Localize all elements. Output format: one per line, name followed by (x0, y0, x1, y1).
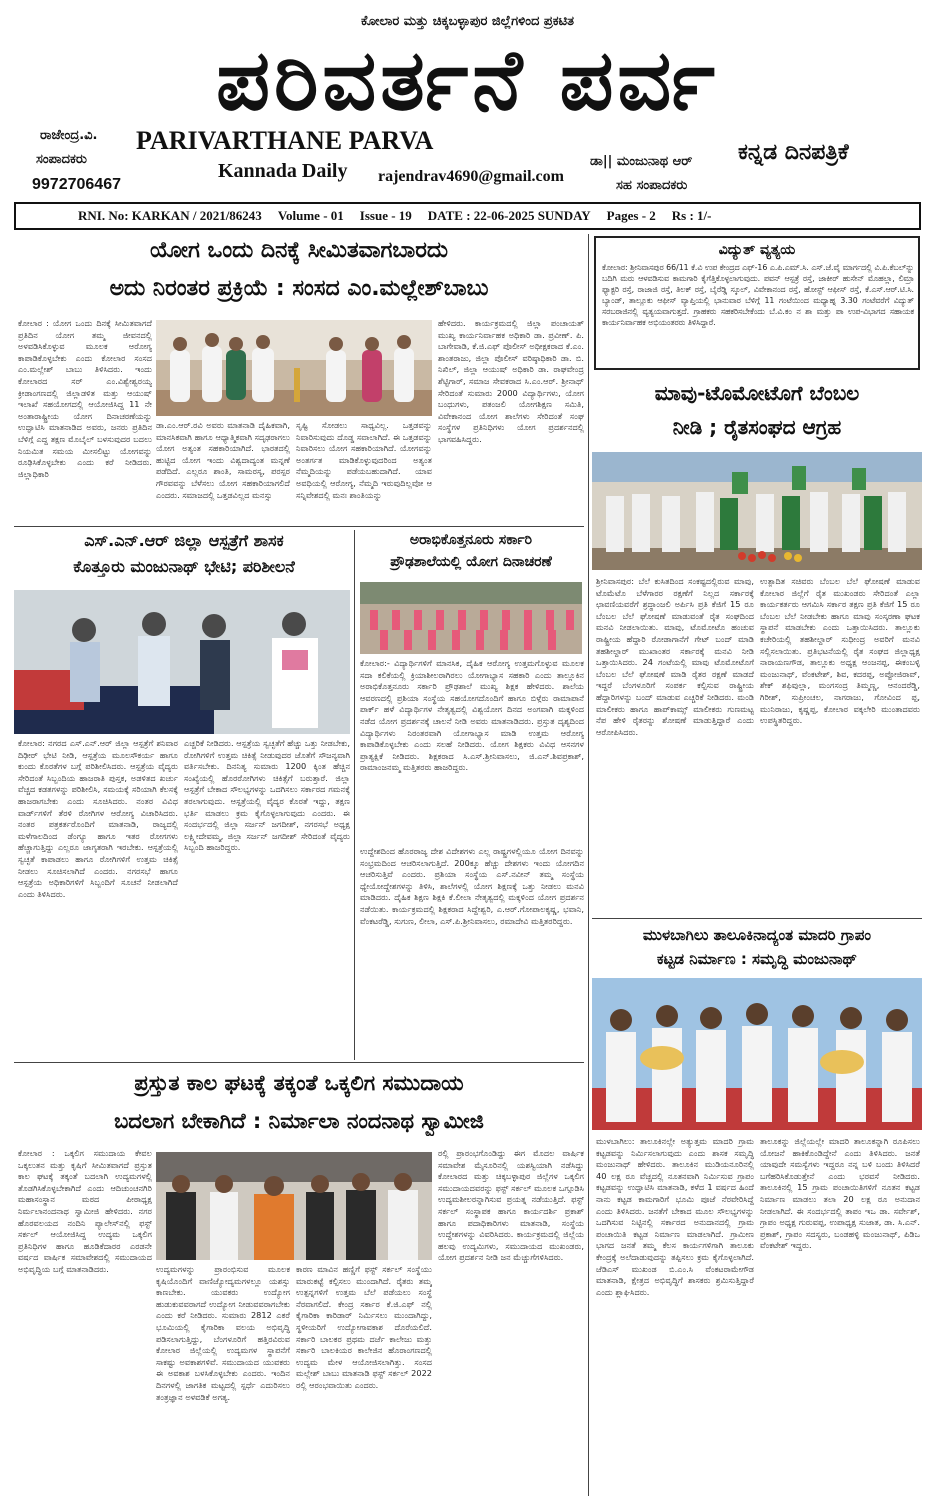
article-school-col-2: ಉದ್ದೇಶದಿಂದ ಹೊರರಾಜ್ಯ ದೇಶ ವಿದೇಶಗಳು ಎಲ್ಲ ರಾಷ್ಟ್ರಗಳಲ್ಲಿಯೂ ಯೋಗ ದಿನವನ್ನು ಸಂಭ್ರಮದಿಂದ ಆಚರಿಸಲಾಗುತ್ತಿದೆ. 200ಕ್ಕೂ ಹೆಚ್ಚು ದೇಶಗಳು ಇಂದು ಯೋಗದಿನ ಆಚರಿಸುತ್ತಿವೆ ಎಂದರು. ಪ್ರಶಿಯಾ ಸಂಸ್ಥೆಯ ಎಸ್.ನವೀನ್ ತಮ್ಮ ಸಂಸ್ಥೆಯ ಧ್ಯೇಯೋದ್ದೇಶಗಳನ್ನು ತಿಳಿಸಿ, ಶಾಲೆಗಳಲ್ಲಿ ಯೋಗ ಶಿಕ್ಷಣಕ್ಕೆ ಒತ್ತು ನೀಡಲು ಮನವಿ ಮಾಡಿದರು. ದೈಹಿಕ ಶಿಕ್ಷಣ ಶಿಕ್ಷಕಿ ಕೆ.ಲೀಲಾ ನೇತೃತ್ವದಲ್ಲಿ ಮಕ್ಕಳಿಂದ ಯೋಗ ಪ್ರದರ್ಶನ ನಡೆಯಿತು. ಕಾರ್ಯಕ್ರಮದಲ್ಲಿ ಶಿಕ್ಷಕರಾದ ಸಿದ್ದೇಶ್ವರಿ, ಎ.ಆರ್.ಗೋಪಾಲಕೃಷ್ಣ, ಭವಾನಿ, ವೆಂಕಟರೆಡ್ಡಿ, ಸುಗುಣ, ಲೀಲಾ, ಎಸ್.ಪಿ.ಶ್ರೀನಿವಾಸಲು, ರಮಾದೇವಿ ಮತ್ತಿತರರಿದ್ದರು. (360, 846, 584, 926)
headline-hospital-2: ಕೊತ್ತೂರು ಮಂಜುನಾಥ್ ಭೇಟಿ; ಪರಿಶೀಲನೆ (73, 557, 295, 576)
issue-date: DATE : 22-06-2025 SUNDAY (427, 208, 591, 223)
editor-role: ಸಂಪಾದಕರು (36, 152, 87, 167)
article-vokkaliga-col-4: ರಲ್ಲಿ ಪ್ರಾರಂಭಗೊಂಡಿದ್ದು ಈಗ ಮೊದಲ ವಾರ್ಷಿಕ ಸಮಾವೇಶ ಮೈಸೂರಿನಲ್ಲಿ ಯಶಸ್ವಿಯಾಗಿ ನಡೆಸಿದ್ದು ಕೋಲಾರದ ಮತ್ತು ಚಿಕ್ಕಬಳ್ಳಾಪುರ ಜಿಲ್ಲೆಗಳ ಒಕ್ಕಲಿಗ ಸಮುದಾಯದವರನ್ನು ಫಸ್ಟ್ ಸರ್ಕಲ್ ಮೂಲಕ ಒಗ್ಗೂಡಿಸಿ ಉದ್ಯಮಶೀಲರನ್ನಾಗಿಸುವ ಪ್ರಯತ್ನ ನಡೆಯುತ್ತಿದೆ. ಫಸ್ಟ್ ಸರ್ಕಲ್ ಸಂಸ್ಥಾಪಕ ಹಾಗೂ ಕಾರ್ಯದರ್ಶಿ ಪ್ರಕಾಶ್ ಹಾಗೂ ಪದಾಧಿಕಾರಿಗಳು ಮಾತನಾಡಿ, ಸಂಸ್ಥೆಯ ಉದ್ದೇಶಗಳನ್ನು ವಿವರಿಸಿದರು. ಕಾರ್ಯಕ್ರಮದಲ್ಲಿ ಜಿಲ್ಲೆಯ ಹಲವು ಉದ್ಯಮಿಗಳು, ಸಮುದಾಯದ ಮುಖಂಡರು, ಯೋಗ ಪ್ರದರ್ಶನ ನೀಡಿ ಜನ ಮೆಚ್ಚುಗೆಗಳಿಸಿದರು. (438, 1148, 584, 1263)
article-library-col-2: ತಾಲೂಕನ್ನು ಜಿಲ್ಲೆಯಲ್ಲೇ ಮಾದರಿ ತಾಲೂಕನ್ನಾಗಿ ರೂಪಿಸಲು ಯೋಜನೆ ಹಾಕಿಕೊಂಡಿದ್ದೇನೆ ಎಂದು ತಿಳಿಸಿದರು. ಜನತೆ ಯಾವುದೇ ಸಮಸ್ಯೆಗಳು ಇದ್ದರೂ ನನ್ನ ಬಳಿ ಬಂದು ತಿಳಿಸಿದರೆ ಬಗೆಹರಿಸಿಕೊಡುತ್ತೇನೆ ಎಂದು ಭರವಸೆ ನೀಡಿದರು. ತಾಲೂಕಿನಲ್ಲಿ 15 ಗ್ರಾಮ ಪಂಚಾಯಿತಿಗಳಿಗೆ ನೂತನ ಕಟ್ಟಡ ನಿರ್ಮಾಣ ಮಾಡಲು ತಲಾ 20 ಲಕ್ಷ ರೂ ಅನುದಾನ ನೀಡಲಾಗಿದೆ. ಈ ಸಂದರ್ಭದಲ್ಲಿ ತಾಪಂ ಇಒ ಡಾ. ಸರ್ವೇಶ್, ಗ್ರಾಪಂ ಅಧ್ಯಕ್ಷ ಗುರುವಪ್ಪ, ಉಪಾಧ್ಯಕ್ಷ ಸುಜಾತ, ಡಾ. ಸಿ.ಎನ್. ಪ್ರಕಾಶ್, ಗ್ರಾಪಂ ಸದಸ್ಯರು, ಬಂಡಹಳ್ಳಿ ಮಂಜುನಾಥ್, ಪಿಡಿಒ ವೆಂಕಟೇಶ್ ಇದ್ದರು. (760, 1136, 920, 1251)
article-mango-col-2: ಉತ್ಪಾದಿತ ಸಚಿವರು ಬೆಂಬಲ ಬೆಲೆ ಘೋಷಣೆ ಮಾಡುವ ಕೋಲಾರ ಜಿಲ್ಲೆಗೆ ರೈತ ಮುಖಂಡರು ಸೇರಿದಂತೆ ಎಲ್ಲಾ ಕಾರ್ಯಕರ್ತರು ಆಗಮಿಸಿ ಸರ್ಕಾರ ತಕ್ಷಣ ಪ್ರತಿ ಕೆಜಿಗೆ 15 ರೂ ಬೆಂಬಲ ಬೆಲೆ ನೀಡಬೇಕು ಹಾಗೂ ಮಾವು ಸಂಸ್ಕರಣಾ ಘಟಕ ಸ್ಥಾಪನೆ ಮಾಡಬೇಕು ಎಂದು ಒತ್ತಾಯಿಸಿದರು. ತಾಲ್ಲೂಕು ಕಚೇರಿಯಲ್ಲಿ ತಹಶೀಲ್ದಾರ್ ಸುಧೀಂದ್ರ ಅವರಿಗೆ ಮನವಿ ಸಲ್ಲಿಸಲಾಯಿತು. ಪ್ರತಿಭಟನೆಯಲ್ಲಿ ರೈತ ಸಂಘದ ಜಿಲ್ಲಾಧ್ಯಕ್ಷ ನಾರಾಯಣಗೌಡ, ತಾಲ್ಲೂಕು ಅಧ್ಯಕ್ಷ ಆಂಜನಪ್ಪ, ಈಕಂಬಳ್ಳಿ ಮಂಜುನಾಥ್, ವೆಂಕಟೇಶ್, ಶಿವ, ಕದರಪ್ಪ, ಅಪ್ಪೋಜಿರಾವ್, ಶೇಕ್ ಶಫಿವುಲ್ಲಾ, ಮಂಗಸಂದ್ರ ತಿಮ್ಮಣ್ಣ, ಆನಂದರೆಡ್ಡಿ, ಗಿರೀಶ್, ಸುಪ್ರೀಂಚಲ, ನಾಗರಾಜು, ಗೋವಿಂದ ಪ್ಪ, ಮುನಿರಾಜು, ಕೃಷ್ಣಪ್ಪ, ಕೋಲಾರ ವಕ್ಕಲೇರಿ ಮುಂತಾದವರು ಉಪಸ್ಥಿತರಿದ್ದರು. (760, 576, 920, 726)
article-yoga-col-4: ಹೇಳಿದರು. ಕಾರ್ಯಕ್ರಮದಲ್ಲಿ ಜಿಲ್ಲಾ ಪಂಚಾಯತ್ ಮುಖ್ಯ ಕಾರ್ಯನಿರ್ವಾಹಕ ಅಧಿಕಾರಿ ಡಾ. ಪ್ರವೀಣ್. ಪಿ. ಬಾಗೇವಾಡಿ, ಕೆ.ಜಿ.ಎಫ್ ಪೊಲೀಸ್ ಅಧೀಕ್ಷಕರಾದ ಕೆ.ಎಂ. ಶಾಂತರಾಜು, ಜಿಲ್ಲಾ ಪೊಲೀಸ್ ವರಿಷ್ಠಾಧಿಕಾರಿ ಡಾ. ಬಿ. ನಿಖಿಲ್, ಜಿಲ್ಲಾ ಆಯುಷ್ ಅಧಿಕಾರಿ ಡಾ. ರಾಘವೇಂದ್ರ ಶೆಟ್ಟಿಗಾರ್, ಸಮಾಜ ಸೇವಕರಾದ ಸಿ.ಎಂ.ಆರ್. ಶ್ರೀನಾಥ್ ಸೇರಿದಂತೆ ಸುಮಾರು 2000 ವಿದ್ಯಾರ್ಥಿಗಳು, ಯೋಗ ಬಂಧುಗಳು, ಪತಂಜಲಿ ಯೋಗಶಿಕ್ಷಣ ಸಮಿತಿ, ವಿವೇಕಾನಂದ ಯೋಗ ಶಾಲೆಗಳು ಸೇರಿದಂತೆ ಸಂಘ ಸಂಸ್ಥೆಗಳ ಪ್ರತಿನಿಧಿಗಳು ಯೋಗ ಪ್ರದರ್ಶನದಲ್ಲಿ ಭಾಗವಹಿಸಿದ್ದರು. (438, 318, 584, 444)
english-title: PARIVARTHANE PARVA (136, 126, 434, 155)
headline-school-2: ಪ್ರೌಢಶಾಲೆಯಲ್ಲಿ ಯೋಗ ದಿನಾಚರಣೆ (390, 554, 552, 570)
rni-number: RNI. No: KARKAN / 2021/86243 (78, 208, 262, 223)
editor-phone: 9972706467 (32, 176, 121, 193)
editor-name: ರಾಜೇಂದ್ರ.ವಿ. (40, 128, 98, 143)
divider (592, 918, 922, 919)
headline-library-1: ಮುಳಬಾಗಿಲು ತಾಲೂಕಿನಾದ್ಯಂತ ಮಾದರಿ ಗ್ರಾಪಂ (642, 926, 872, 944)
divider (14, 526, 584, 527)
headline-vokkaliga-1: ಪ್ರಸ್ತುತ ಕಾಲ ಘಟಕ್ಕೆ ತಕ್ಕಂತೆ ಒಕ್ಕಲಿಗ ಸಮುದಾಯ (134, 1071, 464, 1095)
price: Rs : 1/- (671, 208, 712, 223)
headline-school-1: ಅರಾಭಿಕೊತ್ತನೂರು ಸರ್ಕಾರಿ (409, 532, 533, 548)
photo-farmers-protest (592, 452, 922, 570)
article-library-col-1: ಮುಳಬಾಗಿಲು: ತಾಲೂಕಿನಲ್ಲೇ ಅತ್ಯುತ್ತಮ ಮಾದರಿ ಗ್ರಾಮ ಕಟ್ಟಡವನ್ನು ನಿರ್ಮಿಸಲಾಗುವುದು ಎಂದು ಶಾಸಕ ಸಮೃದ್ಧಿ ಮಂಜುನಾಥ್ ಹೇಳಿದರು. ತಾಲೂಕಿನ ಮುಡಿಯನೂರಿನಲ್ಲಿ 40 ಲಕ್ಷ ರೂ ವೆಚ್ಚದಲ್ಲಿ ನೂತನವಾಗಿ ನಿರ್ಮಿಸುವ ಗ್ರಾಪಂ ಕಟ್ಟಡವನ್ನು ಉದ್ಘಾಟಿಸಿ ಮಾತನಾಡಿ, ಕಳೆದ 1 ವರ್ಷದ ಹಿಂದೆ ನಾನು ಕಟ್ಟಡ ಕಾಮಗಾರಿಗೆ ಭೂಮಿ ಪೂಜೆ ನೆರವೇರಿಸಿದ್ದೆ ಎಂದು ತಿಳಿಸಿದರು. ಜನತೆಗೆ ಬೇಕಾದ ಮೂಲ ಸೌಲಭ್ಯಗಳನ್ನು ಒದಗಿಸುವ ನಿಟ್ಟಿನಲ್ಲಿ ಸರ್ಕಾರದ ಅನುದಾನದಲ್ಲಿ ಗ್ರಾಮ ಪಂಚಾಯಿತಿ ಕಟ್ಟಡ ನಿರ್ಮಾಣ ಮಾಡಲಾಗಿದೆ. ಗ್ರಾಮೀಣ ಭಾಗದ ಜನತೆ ತಮ್ಮ ಕೆಲಸ ಕಾರ್ಯಗಳಿಗಾಗಿ ತಾಲೂಕು ಕೇಂದ್ರಕ್ಕೆ ಅಲೆದಾಡುವುದನ್ನು ತಪ್ಪಿಸಲು ಕ್ರಮ ಕೈಗೊಳ್ಳಲಾಗಿದೆ. ಜೆಡಿಎಸ್ ಮುಖಂಡ ಬಿ.ಎಂ.ಸಿ ವೆಂಕಟರಾಮೇಗೌಡ ಮಾತನಾಡಿ, ಕ್ಷೇತ್ರದ ಅಭಿವೃದ್ಧಿಗೆ ಶಾಸಕರು ಶ್ರಮಿಸುತ್ತಿದ್ದಾರೆ ಎಂದು ಶ್ಲಾಘಿಸಿದರು. (596, 1136, 754, 1297)
photo-school-yoga (360, 582, 582, 654)
article-vokkaliga-col-2: ಉದ್ಯಮಗಳನ್ನು ಪ್ರಾರಂಭಿಸುವ ಮೂಲಕ ಕೃಷಿಯೊಂದಿಗೆ ವಾಣಿಜ್ಯೋದ್ಯಮಗಳಲ್ಲೂ ಯಶಸ್ಸು ಕಾಣಬೇಕು. ಯುವಕರು ಉದ್ಯೋಗ ಹುಡುಕುವವರಾಗದೆ ಉದ್ಯೋಗ ನೀಡುವವರಾಗಬೇಕು ಎಂದು ಕರೆ ನೀಡಿದರು. ಸುಮಾರು 2812 ಎಕರೆ ಭೂಮಿಯಲ್ಲಿ ಕೈಗಾರಿಕಾ ವಲಯ ಅಭಿವೃದ್ಧಿ ಪಡಿಸಲಾಗುತ್ತಿದ್ದು, ಬೆಂಗಳೂರಿಗೆ ಹತ್ತಿರವಿರುವ ಕೋಲಾರ ಜಿಲ್ಲೆಯಲ್ಲಿ ಉದ್ಯಮಗಳ ಸ್ಥಾಪನೆಗೆ ಸಾಕಷ್ಟು ಅವಕಾಶಗಳಿವೆ. ಸಮುದಾಯದ ಯುವಕರು ಈ ಅವಕಾಶ ಬಳಸಿಕೊಳ್ಳಬೇಕು ಎಂದರು. ಇಂದಿನ ದಿನಗಳಲ್ಲಿ ಜಾಗತಿಕ ಮಟ್ಟದಲ್ಲಿ ಸ್ಪರ್ಧೆ ಎದುರಿಸಲು ತಂತ್ರಜ್ಞಾನ ಅಳವಡಿಕೆ ಅಗತ್ಯ. (156, 1264, 290, 1402)
email: rajendrav4690@gmail.com (378, 168, 564, 185)
article-vokkaliga-col-1: ಕೋಲಾರ : ಒಕ್ಕಲಿಗ ಸಮುದಾಯ ಕೇವಲ ಒಕ್ಕಲುತನ ಮತ್ತು ಕೃಷಿಗೆ ಸೀಮಿತವಾಗದೆ ಪ್ರಸ್ತುತ ಕಾಲ ಘಟಕ್ಕೆ ತಕ್ಕಂತೆ ಬದಲಾಗಿ ಉದ್ಯಮಗಳಲ್ಲಿ ತೊಡಗಿಸಿಕೊಳ್ಳಬೇಕಾಗಿದೆ ಎಂದು ಆದಿಚುಂಚನಗಿರಿ ಮಹಾಸಂಸ್ಥಾನ ಮಠದ ಪೀಠಾಧ್ಯಕ್ಷ ನಿರ್ಮಲಾನಂದನಾಥ ಸ್ವಾಮೀಜಿ ಹೇಳಿದರು. ನಗರ ಹೊರವಲಯದ ನಂದಿನಿ ಪ್ಯಾಲೇಸ್‌ನಲ್ಲಿ ಫಸ್ಟ್ ಸರ್ಕಲ್ ಆಯೋಜಿಸಿದ್ದ ಉದ್ಯಮ ಒಕ್ಕಲಿಗ ಪ್ರತಿನಿಧಿಗಳ ಹಾಗೂ ಹೂಡಿಕೆದಾರರ ಎರಡನೇ ವರ್ಷದ ವಾರ್ಷಿಕ ಸಮಾವೇಶದಲ್ಲಿ ಸಮುದಾಯದ ಅಭಿವೃದ್ಧಿಯ ಬಗ್ಗೆ ಮಾತನಾಡಿದರು. (18, 1148, 152, 1274)
english-subtitle: Kannada Daily (218, 160, 348, 182)
power-outage-title: ವಿದ್ಯುತ್ ವ್ಯತ್ಯಯ (718, 242, 796, 258)
article-yoga-col-2: ಡಾ.ಎಂ.ಆರ್.ರವಿ ಅವರು ಮಾತನಾಡಿ ದೈಹಿಕವಾಗಿ, ಮಾನಸಿಕವಾಗಿ ಹಾಗೂ ಆಧ್ಯಾತ್ಮಿಕವಾಗಿ ಸದೃಢರಾಗಲು ಯೋಗ ಅತ್ಯಂತ ಸಹಕಾರಿಯಾಗಿದೆ. ಭಾರತದಲ್ಲಿ ಹುಟ್ಟಿದ ಯೋಗ ಇಂದು ವಿಶ್ವದಾದ್ಯಂತ ಮನ್ನಣೆ ಪಡೆದಿದೆ. ಎಲ್ಲರೂ ಶಾಂತಿ, ಸಾಮರಸ್ಯ, ಪರಸ್ಪರ ಗೌರವವನ್ನು ಬೆಳೆಸಲು ಯೋಗ ಸಹಕಾರಿಯಾಗಲಿದೆ ಎಂದರು. ಸಮಾಜದಲ್ಲಿ ಒತ್ತಡವಿಲ್ಲದ ಮನಸ್ಸು (156, 420, 290, 500)
coeditor-name: ಡಾ|| ಮಂಜುನಾಥ ಆರ್ (590, 154, 693, 169)
headline-mango-1: ಮಾವು-ಟೊಮೋಟೊಗೆ ಬೆಂಬಲ (654, 381, 860, 405)
article-yoga-col-3: ಸೃಷ್ಟಿ ಸೋಡಲು ಸಾಧ್ಯವಿಲ್ಲ. ಒತ್ತಡವನ್ನು ನಿವಾರಿಸುವುದು ದೊಡ್ಡ ಸವಾಲಾಗಿದೆ. ಈ ಒತ್ತಡವನ್ನು ನಿವಾರಿಸಲು ಯೋಗ ಸಹಕಾರಿಯಾಗಿದೆ. ಯೋಗವನ್ನು ಅಂತರ್ಗತ ಮಾಡಿಕೊಳ್ಳುವುದರಿಂದ ಅತ್ಯಂತ ನೆಮ್ಮದಿಯನ್ನು ಪಡೆಯಬಹುದಾಗಿದೆ. ಯಾವ ಅವಧಿಯಲ್ಲಿ ಆರೋಗ್ಯ, ನೆಮ್ಮದಿ ಇರುವುದಿಲ್ಲವೋ ಆ ಸನ್ನಿವೇಶದಲ್ಲಿ ಮನಃ ಶಾಂತಿಯನ್ನು (296, 420, 432, 500)
power-outage-body: ಕೋಲಾರ: ಶ್ರೀನಿವಾಸಪುರ 66/11 ಕೆ.ವಿ ಉಪ ಕೇಂದ್ರದ ಎಫ್-16 ಎ.ಪಿ.ಎಮ್.ಸಿ. ಎಸ್.ಜೆ.ವೈ ಮಾರ್ಗದಲ್ಲಿ ವಿ.ಪಿ.ಕೆಬಲ್‌ನ್ನು ಬದಿಗಿ ಮರು ಆಳವಡಿಸುವ ಕಾಮಗಾರಿ ಕೈಗೆತ್ತಿಕೊಳ್ಳಲಾಗುವುದು. ಪವನ್ ಆಸ್ಪತ್ರೆ ರಸ್ತೆ, ಜಾಕೀರ್ ಹುಸೇನ್ ಮೊಹಲ್ಲಾ, ಲಿಮ್ರಾ ಫ್ಯಾಕ್ಟರಿ ರಸ್ತೆ, ರಾಜಾಜಿ ರಸ್ತೆ, ತಿಲಕ್ ರಸ್ತೆ, ಬೈರೆಡ್ಡಿ ಸ್ಕೂಲ್, ವಿವೇಕಾನಂದ ರಸ್ತೆ, ಹೋಸ್ಟ್ ಆಫೀಸ್ ರಸ್ತೆ, ಕೆ.ಎಸ್.ಆರ್.ಟಿ.ಸಿ. ಬ್ಯಾಂಡ್, ತಾಲ್ಲೂಕು ಆಫೀಸ್ ವ್ಯಾಪ್ತಿಯಲ್ಲಿ ಭಾನುವಾರ ಬೆಳಿಗ್ಗೆ 11 ಗಂಟೆಯಿಂದ ಮಧ್ಯಾಹ್ನ 3.30 ಗಂಟೆವರೆಗೆ ವಿದ್ಯುತ್ ಸರಬರಾಜಿನಲ್ಲಿ ವ್ಯತ್ಯಯವಾಗುತ್ತದೆ. ಗ್ರಾಹಕರು ಸಹಕರಿಸಬೇಕೆಂದು ಬೆ.ವಿ.ಕಂ ನ ಶಾ ಮತ್ತು ಪಾ ಉಪ-ವಿಭಾಗದ ಸಹಾಯಕ ಕಾರ್ಯನಿರ್ವಾಹಕ ಅಭಿಯಂತರರು ತಿಳಿಸಿದ್ದಾರೆ. (602, 263, 914, 327)
article-yoga-col-1: ಕೋಲಾರ : ಯೋಗ ಒಂದು ದಿನಕ್ಕೆ ಸೀಮಿತವಾಗದೆ ಪ್ರತಿದಿನ ಯೋಗ ತಮ್ಮ ಜೀವನದಲ್ಲಿ ಅಳವಡಿಸಿಕೊಳ್ಳುವ ಮೂಲಕ ಆರೋಗ್ಯ ಕಾಪಾಡಿಕೊಳ್ಳಬೇಕು ಎಂದು ಕೋಲಾರ ಸಂಸದ ಎಂ.ಮಲ್ಲೇಶ್ ಬಾಬು ತಿಳಿಸಿದರು. ಇಂದು ಕೋಲಾರದ ಸರ್ ಎಂ.ವಿಶ್ವೇಶ್ವರಯ್ಯ ಕ್ರೀಡಾಂಗಣದಲ್ಲಿ ಜಿಲ್ಲಾಡಳಿತ ಮತ್ತು ಆಯುಷ್ ಇಲಾಖೆ ಸಹಯೋಗದಲ್ಲಿ ಆಯೋಜಿಸಿದ್ದ 11 ನೇ ಅಂತಾರಾಷ್ಟ್ರೀಯ ಯೋಗ ದಿನಾಚರಣೆಯನ್ನು ಉದ್ಘಾಟಿಸಿ ಮಾತನಾಡಿದ ಅವರು, ಜನರು ಪ್ರತಿದಿನ ಬೆಳಿಗ್ಗೆ ಎದ್ದ ತಕ್ಷಣ ಮೊಬೈಲ್ ಬಳಸುವುದರ ಬದಲು ನಿಯಮಿತ ಸಮಯ ಮೀಸಲಿಟ್ಟು ಯೋಗವನ್ನು ರೂಢಿಸಿಕೊಳ್ಳಬೇಕು ಎಂದು ಕರೆ ನೀಡಿದರು. ಜಿಲ್ಲಾಧಿಕಾರಿ (18, 318, 152, 479)
article-school-col-1: ಕೋಲಾರ:- ವಿದ್ಯಾರ್ಥಿಗಳಿಗೆ ಮಾನಸಿಕ, ದೈಹಿಕ ಆರೋಗ್ಯ ಉತ್ತಮಗೊಳ್ಳುವ ಮೂಲಕ ಸದಾ ಕಲಿಕೆಯಲ್ಲಿ ಕ್ರಿಯಾಶೀಲರಾಗಿರಲು ಯೋಗಾಭ್ಯಾಸ ಸಹಕಾರಿ ಎಂದು ತಾಲ್ಲೂಕಿನ ಅರಾಭಿಕೊತ್ತನೂರು ಸರ್ಕಾರಿ ಪ್ರೌಢಶಾಲೆ ಮುಖ್ಯ ಶಿಕ್ಷಕ ಹೇಳಿದರು. ಶಾಲೆಯ ಆವರಣದಲ್ಲಿ ಪ್ರಶಿಯಾ ಸಂಸ್ಥೆಯ ಸಹಯೋಗದೊಂದಿಗೆ ಹಾಗೂ ಬಿಳ್ಗೆರು ರಾಮಾಪಾನೆ ಪಾರ್ಕ್ ಹಳೆ ವಿದ್ಯಾರ್ಥಿಗಳ ನೇತೃತ್ವದಲ್ಲಿ ವಿಶ್ವಯೋಗ ದಿನದ ಅಂಗವಾಗಿ ಮಕ್ಕಳಿಂದ ನಡೆದ ಯೋಗ ಪ್ರದರ್ಶನಕ್ಕೆ ಚಾಲನೆ ನೀಡಿ ಅವರು ಮಾತನಾಡಿದರು. ಪ್ರಸ್ತುತ ದೃಶ್ಯದಿಂದ ವಿದ್ಯಾರ್ಥಿಗಳು ನಿರಂತರವಾಗಿ ಯೋಗಾಭ್ಯಾಸ ಮಾಡಿ ಉತ್ತಮ ಆರೋಗ್ಯ ಕಾಪಾಡಿಕೊಳ್ಳಬೇಕು ಎಂದು ಸಲಹೆ ನೀಡಿದರು. ಯೋಗ ಶಿಕ್ಷಕರು ವಿವಿಧ ಆಸನಗಳ ಪ್ರಾತ್ಯಕ್ಷಿಕೆ ನೀಡಿದರು. ಶಿಕ್ಷಕರಾದ ಸಿ.ಎಸ್.ಶ್ರೀನಿವಾಸಲು, ಜಿ.ಎನ್.ಶಿವಪ್ರಕಾಶ್, ರಾಮಾಂಜನಮ್ಮ ಮತ್ತಿತರರು ಹಾಜರಿದ್ದರು. (360, 658, 584, 773)
headline-yoga-1: ಯೋಗ ಒಂದು ದಿನಕ್ಕೆ ಸೀಮಿತವಾಗಬಾರದು (149, 238, 449, 263)
daily-label: ಕನ್ನಡ ದಿನಪತ್ರಿಕೆ (738, 140, 849, 165)
headline-vokkaliga-2: ಬದಲಾಗ ಬೇಕಾಗಿದೆ : ನಿರ್ಮಾಲಾ ನಂದನಾಥ ಸ್ವಾಮೀಜಿ (114, 1109, 484, 1133)
photo-vokkaliga-event (156, 1152, 432, 1260)
divider (14, 1062, 584, 1063)
headline-yoga-2: ಅದು ನಿರಂತರ ಪ್ರಕ್ರಿಯೆ : ಸಂಸದ ಎಂ.ಮಲ್ಲೇಶ್‌ಬಾಬು (109, 276, 489, 301)
photo-panchayat-inauguration (592, 978, 922, 1130)
headline-hospital-1: ಎಸ್.ಎನ್.ಆರ್ ಜಿಲ್ಲಾ ಆಸ್ಪತ್ರೆಗೆ ಶಾಸಕ (84, 531, 284, 550)
divider (354, 530, 355, 1060)
photo-yoga-event (156, 320, 432, 416)
coeditor-role: ಸಹ ಸಂಪಾದಕರು (616, 178, 688, 193)
photo-hospital-visit (14, 590, 350, 734)
tagline: ಕೋಲಾರ ಮತ್ತು ಚಿಕ್ಕಬಳ್ಳಾಪುರ ಜಿಲ್ಲೆಗಳಿಂದ ಪ್ರಕಟಿತ (360, 14, 575, 29)
info-bar (14, 202, 921, 230)
article-hospital-col-1: ಕೋಲಾರ: ನಗರದ ಎಸ್.ಎನ್.ಆರ್ ಜಿಲ್ಲಾ ಆಸ್ಪತ್ರೆಗೆ ಶನಿವಾರ ದಿಢೀರ್ ಭೇಟಿ ನೀಡಿ, ಆಸ್ಪತ್ರೆಯ ಮೂಲಸೌಕರ್ಯ ಹಾಗೂ ಕುಂದು ಕೊರತೆಗಳ ಬಗ್ಗೆ ಪರಿಶೀಲಿಸಿದರು. ಆಸ್ಪತ್ರೆಯ ವೈದ್ಯರು ಸೇರಿದಂತೆ ಸಿಬ್ಬಂದಿಯ ಹಾಜರಾತಿ ಪುಸ್ತಕ, ಅಡಳಿತದ ಖರ್ಚು ವೆಚ್ಚದ ಕಡತಗಳನ್ನು ಪರಿಶೀಲಿಸಿ, ಸಮಯಕ್ಕೆ ಸರಿಯಾಗಿ ಕೆಲಸಕ್ಕೆ ಹಾಜರಾಗಬೇಕು ಎಂದು ಸೂಚಿಸಿದರು. ನಂತರ ವಿವಿಧ ವಾರ್ಡ್‌ಗಳಿಗೆ ತೆರಳಿ ರೋಗಿಗಳ ಆರೋಗ್ಯ ವಿಚಾರಿಸಿದರು. ನಂತರ ಪತ್ರಕರ್ತರೊಂದಿಗೆ ಮಾತನಾಡಿ, ರಾಜ್ಯದಲ್ಲಿ ಮಳೆಗಾಲದಿಂದ ಡೆಂಗ್ಯೂ ಹಾಗೂ ಇತರ ರೋಗಗಳು ಹೆಚ್ಚಾಗುತ್ತಿದ್ದು ಎಲ್ಲರೂ ಜಾಗೃತರಾಗಿ ಇರಬೇಕು. ಆಸ್ಪತ್ರೆಯಲ್ಲಿ ಸ್ವಚ್ಛತೆ ಕಾಪಾಡಲು ಹಾಗೂ ರೋಗಿಗಳಿಗೆ ಉತ್ತಮ ಚಿಕಿತ್ಸೆ ನೀಡಲು ಸೂಚಿಸಲಾಗಿದೆ ಎಂದರು. ನಗರಸಭೆ ಹಾಗೂ ಆಸ್ಪತ್ರೆಯ ಅಧಿಕಾರಿಗಳಿಗೆ ಸಿಬ್ಬಂದಿಗೆ ಸೂಚನೆ ನೀಡಲಾಗಿದೆ ಎಂದು ತಿಳಿಸಿದರು. (18, 738, 178, 899)
page-count: Pages - 2 (606, 208, 656, 223)
masthead-title: ಪರಿವರ್ತನೆ ಪರ್ವ (216, 30, 719, 129)
article-mango-col-1: ಶ್ರೀನಿವಾಸಪುರ: ಬೆಲೆ ಕುಸಿತದಿಂದ ಸಂಕಷ್ಟದಲ್ಲಿರುವ ಮಾವು, ಟೊಮೆಟೊ ಬೆಳೆಗಾರರ ರಕ್ಷಣೆಗೆ ನಿಲ್ಲದ ಸರ್ಕಾರಕ್ಕೆ ಛಾವಣಿಯವರೆಗೆ ಶ್ರದ್ಧಾಂಜಲಿ ಅರ್ಪಿಸಿ ಪ್ರತಿ ಕೆಜಿಗೆ 15 ರೂ ಬೆಂಬಲ ಬೆಲೆ ಘೋಷಣೆ ಮಾಡುವಂತೆ ರೈತ ಸಂಘದಿಂದ ಮನವಿ ನೀಡಲಾಯಿತು. ಮಾವು, ಟೊಮೋಟೊ ಹಂಚುವ ರಾಷ್ಟ್ರೀಯ ಹೆದ್ದಾರಿ ರೋಡಾಗಾನೆಗೆ ಗೇಟ್ ಬಂದ್ ಮಾಡಿ ತಹಶೀಲ್ದಾರ್ ಮುಖಾಂತರ ಸರ್ಕಾರಕ್ಕೆ ಮನವಿ ನೀಡಿ ಒತ್ತಾಯಿಸಿದರು. 24 ಗಂಟೆಯಲ್ಲಿ ಮಾವು ಟೊಮೋಟೊಗೆ ಬೆಂಬಲ ಬೆಲೆ ಘೋಷಣೆ ಮಾಡಿ ರೈತರ ರಕ್ಷಣೆ ಮಾಡದೆ ಇದ್ದರೆ ಬೆಂಗಳೂರಿಗೆ ಸಂಪರ್ಕ ಕಲ್ಪಿಸುವ ರಾಷ್ಟ್ರೀಯ ಹೆದ್ದಾರಿಗಳನ್ನು ಬಂದ್ ಮಾಡುವ ಎಚ್ಚರಿಕೆ ನೀಡಿದರು. ಮಂಡಿ ಮಾಲೀಕರು ಹಾಗೂ ಹಾಪ್‌ಕಾಮ್ಸ್ ಮಾಲೀಕರು ಗುಣಮಟ್ಟ ನೆಪ ಹೇಳಿ ರೈತರನ್ನು ಶೋಷಣೆ ಮಾಡುತ್ತಿದ್ದಾರೆ ಎಂದು ಆರೋಪಿಸಿದರು. (596, 576, 754, 737)
headline-mango-2: ನೀಡಿ ; ರೈತಸಂಘದ ಆಗ್ರಹ (672, 415, 842, 439)
divider (588, 234, 589, 1496)
volume: Volume - 01 (277, 208, 344, 223)
article-hospital-col-2: ಎಚ್ಚರಿಕೆ ನೀಡಿದರು. ಆಸ್ಪತ್ರೆಯ ಸ್ವಚ್ಛತೆಗೆ ಹೆಚ್ಚು ಒತ್ತು ನೀಡಬೇಕು, ರೋಗಿಗಳಿಗೆ ಉತ್ತಮ ಚಿಕಿತ್ಸೆ ನೀಡುವುದರ ಜೊತೆಗೆ ಸೌಜನ್ಯವಾಗಿ ವರ್ತಿಸಬೇಕು. ದಿನನಿತ್ಯ ಸುಮಾರು 1200 ಕ್ಕಿಂತ ಹೆಚ್ಚಿನ ಸಂಖ್ಯೆಯಲ್ಲಿ ಹೊರರೋಗಿಗಳು ಚಿಕಿತ್ಸೆಗೆ ಬರುತ್ತಾರೆ. ಜಿಲ್ಲಾ ಆಸ್ಪತ್ರೆಗೆ ಬೇಕಾದ ಸೌಲಭ್ಯಗಳನ್ನು ಒದಗಿಸಲು ಸರ್ಕಾರದ ಗಮನಕ್ಕೆ ತರಲಾಗುವುದು. ಆಸ್ಪತ್ರೆಯಲ್ಲಿ ವೈದ್ಯರ ಕೊರತೆ ಇದ್ದು, ತಕ್ಷಣ ಭರ್ತಿ ಮಾಡಲು ಕ್ರಮ ಕೈಗೊಳ್ಳಲಾಗುವುದು ಎಂದರು. ಈ ಸಂದರ್ಭದಲ್ಲಿ ಜಿಲ್ಲಾ ಸರ್ಜನ್ ಜಗದೀಶ್, ನಗರಸಭೆ ಅಧ್ಯಕ್ಷ ಲಕ್ಷ್ಮೀದೇವಮ್ಮ, ಜಿಲ್ಲಾ ಸರ್ಜನ್ ಜಗದೀಶ್ ಸೇರಿದಂತೆ ವೈದ್ಯರು ಸಿಬ್ಬಂದಿ ಹಾಜರಿದ್ದರು. (184, 738, 350, 853)
issue: Issue - 19 (359, 208, 412, 223)
article-vokkaliga-col-3: ಕಾರಣ ಮಾವಿನ ಹಣ್ಣಿಗೆ ಫಸ್ಟ್ ಸರ್ಕಲ್ ಸಂಸ್ಥೆಯು ಮಾರುಕಟ್ಟೆ ಕಲ್ಪಿಸಲು ಮುಂದಾಗಿದೆ. ರೈತರು ತಮ್ಮ ಉತ್ಪನ್ನಗಳಿಗೆ ಉತ್ತಮ ಬೆಲೆ ಪಡೆಯಲು ಸಂಸ್ಥೆ ನೆರವಾಗಲಿದೆ. ಕೇಂದ್ರ ಸರ್ಕಾರ ಕೆ.ಜಿ.ಎಫ್ ನಲ್ಲಿ ಕೈಗಾರಿಕಾ ಕಾರಿಡಾರ್ ನಿರ್ಮಿಸಲು ಮುಂದಾಗಿದ್ದು, ಸ್ಥಳೀಯರಿಗೆ ಉದ್ಯೋಗಾವಕಾಶ ದೊರೆಯಲಿದೆ. ಸರ್ಕಾರಿ ಬಾಲಕರ ಪ್ರಥಮ ದರ್ಜೆ ಕಾಲೇಜು ಮತ್ತು ಸರ್ಕಾರಿ ಬಾಲಕಿಯರ ಕಾಲೇಜಿನ ಹೊರಾಂಗಣದಲ್ಲಿ ಉದ್ಯಮ ಮೇಳ ಆಯೋಜಿಸಲಾಗಿತ್ತು. ಸಂಸದ ಮಲ್ಲೇಶ್ ಬಾಬು ಮಾತನಾಡಿ ಫಸ್ಟ್ ಸರ್ಕಲ್ 2022 ರಲ್ಲಿ ಆರಂಭವಾಯಿತು ಎಂದರು. (296, 1264, 432, 1390)
headline-library-2: ಕಟ್ಟಡ ನಿರ್ಮಾಣ : ಸಮೃದ್ಧಿ ಮಂಜುನಾಥ್ (656, 950, 858, 968)
